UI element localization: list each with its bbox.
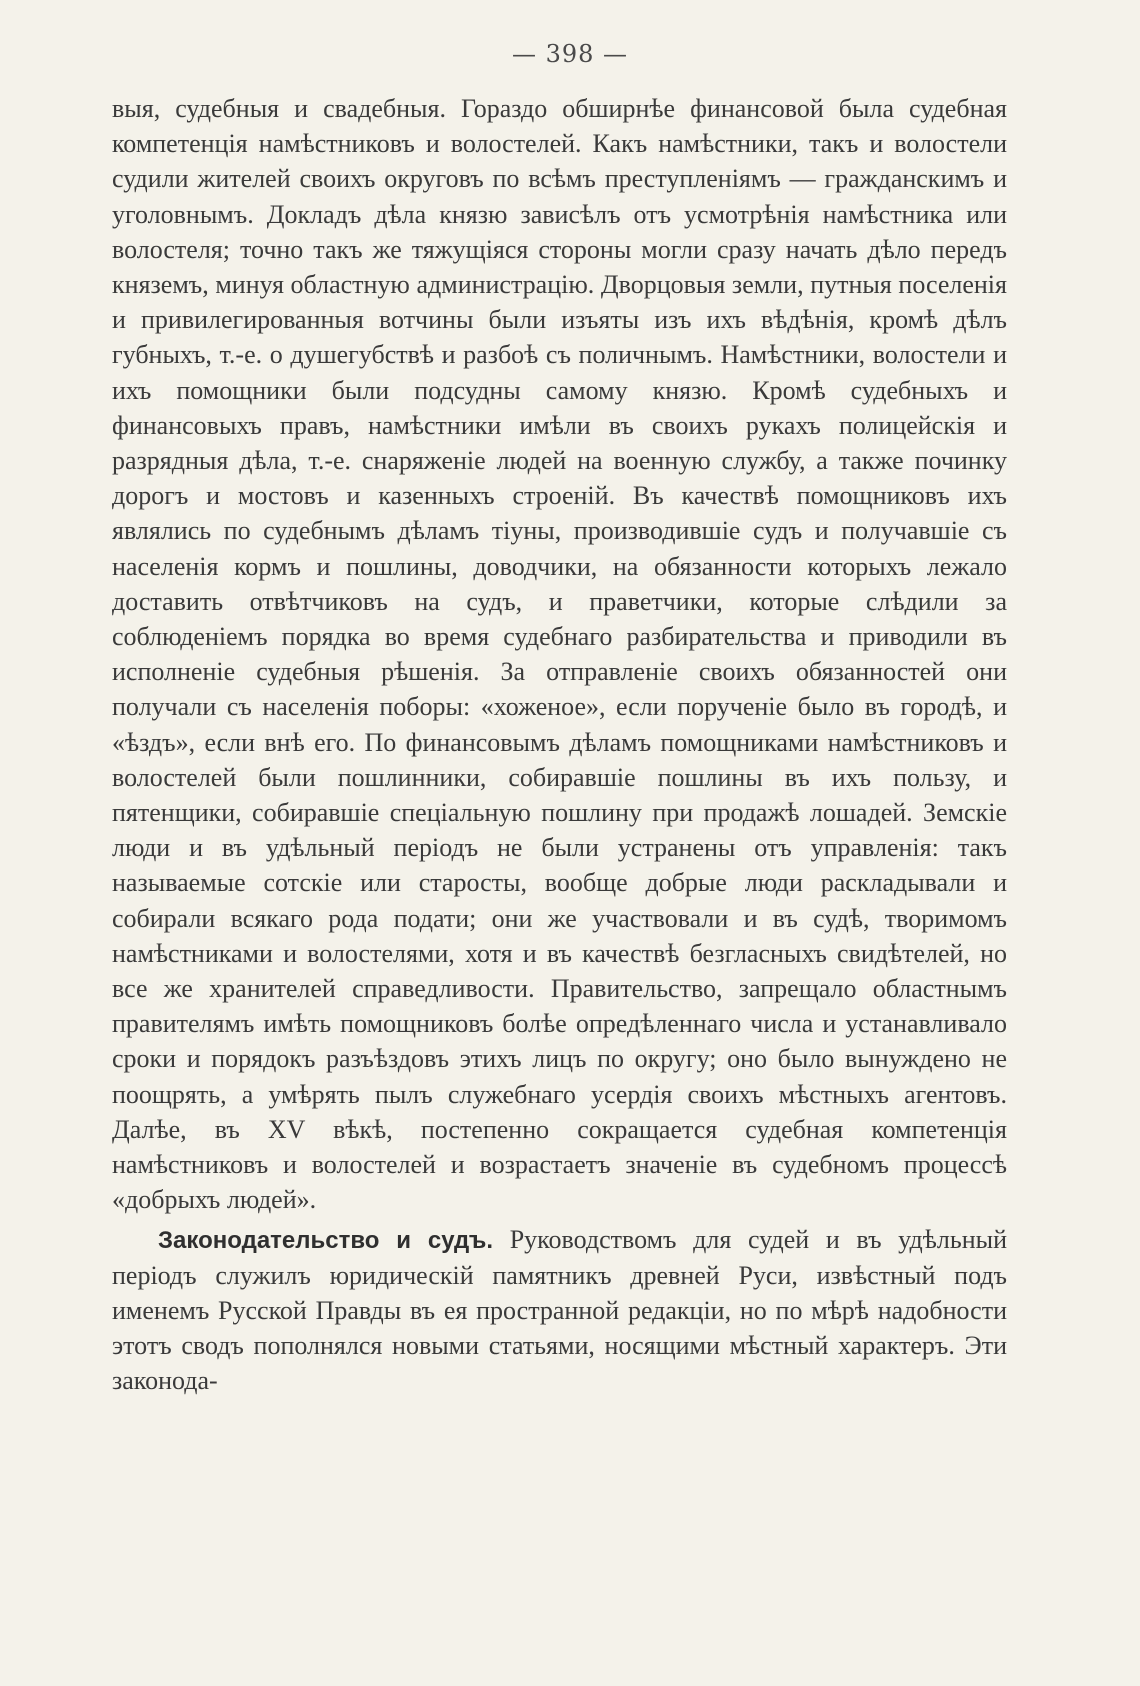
paragraph-legislation (112, 1222, 1007, 1399)
page-number: — 398 — (511, 40, 629, 68)
paragraph-legislation-text: Руководствомъ для судей и въ удѣльный періодъ служилъ юридическій памятникъ древней Руси, извѣстный подъ именемъ Русской Правды въ ея пространной редакціи, но по мѣрѣ надобности этотъ сводъ пополнялся новыми статьями, носящими мѣстный характеръ. Эти законода- (112, 1224, 1008, 1396)
paragraph-continuation: выя, судебныя и свадебныя. Гораздо обширнѣе финансовой была судебная компетенція намѣстниковъ и волостелей. Какъ намѣстники, такъ и волостели судили жителей своихъ округовъ по всѣмъ преступленіямъ — гражданскимъ и уголовнымъ. Докладъ дѣла князю зависѣлъ отъ усмотрѣнія намѣстника или волостеля; точно такъ же тяжущіяся стороны могли сразу начать дѣло передъ княземъ, минуя областную администрацію. Дворцовыя земли, путныя поселенія и привилегированныя вотчины были изъяты изъ ихъ вѣдѣнія, кромѣ дѣлъ губныхъ, т.-е. о душегубствѣ и разбоѣ съ поличнымъ. Намѣстники, волостели и ихъ помощники были подсудны самому князю. Кромѣ судебныхъ и финансовыхъ правъ, намѣстники имѣли въ своихъ рукахъ полицейскія и разрядныя дѣла, т.-е. снаряженіе людей на военную службу, а также починку дорогъ и мостовъ и казенныхъ строеній. Въ качествѣ помощниковъ ихъ являлись по судебнымъ дѣламъ тіуны, производившіе судъ и получавшіе съ населенія кормъ и пошлины, доводчики, на обязанности которыхъ лежало доставить отвѣтчиковъ на судъ, и праветчики, которые слѣдили за соблюденіемъ порядка во время судебнаго разбирательства и приводили въ исполненіе судебныя рѣшенія. За отправленіе своихъ обязанностей они получали съ населенія поборы: «хоженое», если порученіе было въ городѣ, и «ѣздъ», если внѣ его. По финансовымъ дѣламъ помощниками намѣстниковъ и волостелей были пошлинники, собиравшіе пошлины въ ихъ пользу, и пятенщики, собиравшіе спеціальную пошлину при продажѣ лошадей. Земскіе люди и въ удѣльный періодъ не были устранены отъ управленія: такъ называемые сотскіе или старосты, вообще добрые люди раскладывали и собирали всякаго рода подати; они же участвовали и въ судѣ, творимомъ намѣстниками и волостелями, хотя и въ качествѣ безгласныхъ свидѣтелей, но все же хранителей справедливости. Правительство, запрещало областнымъ правителямъ имѣть помощниковъ болѣе опредѣленнаго числа и устанавливало сроки и порядокъ разъѣздовъ этихъ лицъ по округу; оно было вынуждено не поощрять, а умѣрять пылъ служебнаго усердія своихъ мѣстныхъ агентовъ. Далѣе, въ XV вѣкѣ, постепенно сокращается судебная компетенція намѣстниковъ и волостелей и возрастаетъ значеніе въ судебномъ процессѣ «добрыхъ людей». (112, 94, 1007, 1215)
section-heading-legislation: Законодательство и судъ. (158, 1226, 494, 1254)
body-text (112, 91, 1007, 1399)
